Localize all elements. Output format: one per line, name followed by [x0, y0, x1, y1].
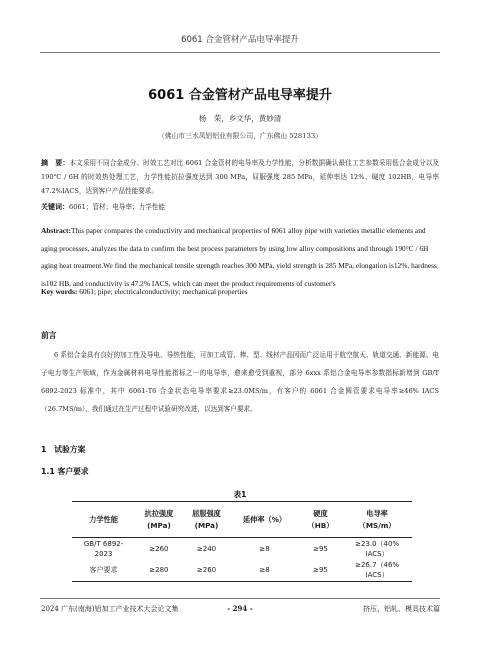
abstract-cn-label: 摘 要： [41, 159, 70, 167]
header-cell: 电导率 （MS/m） [342, 502, 412, 538]
affiliation: （佛山市三水凤铝铝业有限公司，广东佛山 528133） [157, 132, 323, 140]
footer-section: 挤压、铝轧、模具技术篇 [363, 605, 440, 613]
table-cell: 客户要求 [72, 560, 135, 582]
abstract-cn-text: 本文采用不同合金成分、时效工艺对比 6061 合金管材的电导率及力学性能，分析数据确认最佳工艺参数采用低合金成分以及 190℃ / 6H 的时效热处理工艺，力学性能抗拉强度达到 300 MPa，屈服强度 285 MPa，延伸率达 12%、硬度 102HB，电导率 47.2%IACS，达到客户产品性能要求。 [41, 159, 439, 195]
table-cell: ≥23.0（40% IACS） [355, 539, 400, 558]
abstract-en-text: This paper compares the conductivity and mechanical properties of 6061 alloy pipe with varieties metallic elements and aging processes, analyzes the data to confirm the best process parameters by using low alloy compositions and through 190°C / 6H aging heat treatment.We find the mechanical tensile strength reaches 300 MPa, yield strength is 285 MPa, elongation is12%, hardness is102 HB, and conductivity is 47.2% IACS, which can meet the product requirements of customer's [41, 226, 437, 288]
table-cell: GB/T 6892- 2023 [83, 539, 124, 558]
table-cell: ≥280 [135, 560, 183, 582]
keywords-en-text: 6061; pipe; electricalconductivity; mechanical properties [79, 287, 248, 296]
footer-rule [40, 598, 440, 599]
footer-proceedings: 2024 广东(南海)铝加工产业技术大会论文集 [41, 605, 179, 613]
table-cell: ≥260 [183, 560, 231, 582]
header-cell: 硬度 （HB） [299, 502, 342, 538]
keywords-cn-label: 关键词： [41, 203, 69, 211]
table-cell: ≥95 [313, 544, 328, 553]
paper-title: 6061 合金管材产品电导率提升 [148, 88, 332, 103]
section11-heading: 1.1 客户要求 [41, 467, 89, 476]
table-caption: 表1 [233, 490, 247, 499]
preface-heading: 前言 [41, 331, 57, 340]
header-cell: 延伸率（%） [230, 502, 298, 538]
table-cell: ≥8 [259, 544, 270, 553]
keywords-cn [41, 200, 439, 214]
keywords-en [41, 287, 247, 296]
keywords-en-label: Key words: [41, 287, 78, 296]
table-cell: ≥95 [299, 560, 342, 582]
table-cell: ≥26.7（46% IACS） [342, 560, 412, 582]
section1-heading: 1 试验方案 [41, 445, 86, 454]
authors: 杨 荣，乡文华，黄妙清 [198, 114, 282, 123]
keywords-cn-text: 6061；管材；电导率；力学性能 [69, 203, 165, 211]
table-row [72, 560, 412, 582]
header-rule [40, 52, 440, 53]
table-row [72, 538, 412, 560]
table-cell: ≥260 [149, 544, 169, 553]
header-cell: 力学性能 [72, 502, 135, 538]
header-cell: 屈服强度 (MPa) [183, 502, 231, 538]
header-cell: 抗拉强度 (MPa) [135, 502, 183, 538]
abstract-en-label: Abstract: [41, 226, 71, 235]
abstract-en [41, 222, 441, 292]
requirements-table [72, 501, 412, 582]
table-cell: ≥240 [196, 544, 217, 553]
page-number: - 294 - [227, 604, 253, 613]
running-head: 6061 合金管材产品电导率提升 [181, 35, 299, 45]
table-cell: ≥8 [230, 560, 298, 582]
preface-text: 6 系铝合金具有良好的加工性及导电、导热性能，可加工成管、棒、型、线材产品因而广泛运用于航空航天、轨道交通、新能源、电子电力等生产领域，作为金属材料电导性能指标之一的电导率，愈来愈受到重视，部分 6xxx 系铝合金电导率参数指标新增到 GB/T 6892-2023 标准中，其中 6061-T6 合金状态电导率要求≥23.0MS/m，有客户的 6061 合金圆管要求电导率≥46% IACS（26.7MS/m），我们通过在生产过程中试验研究改进，以达到客户要求。 [41, 351, 439, 413]
abstract-cn [41, 156, 439, 198]
table-header-row [72, 502, 412, 538]
